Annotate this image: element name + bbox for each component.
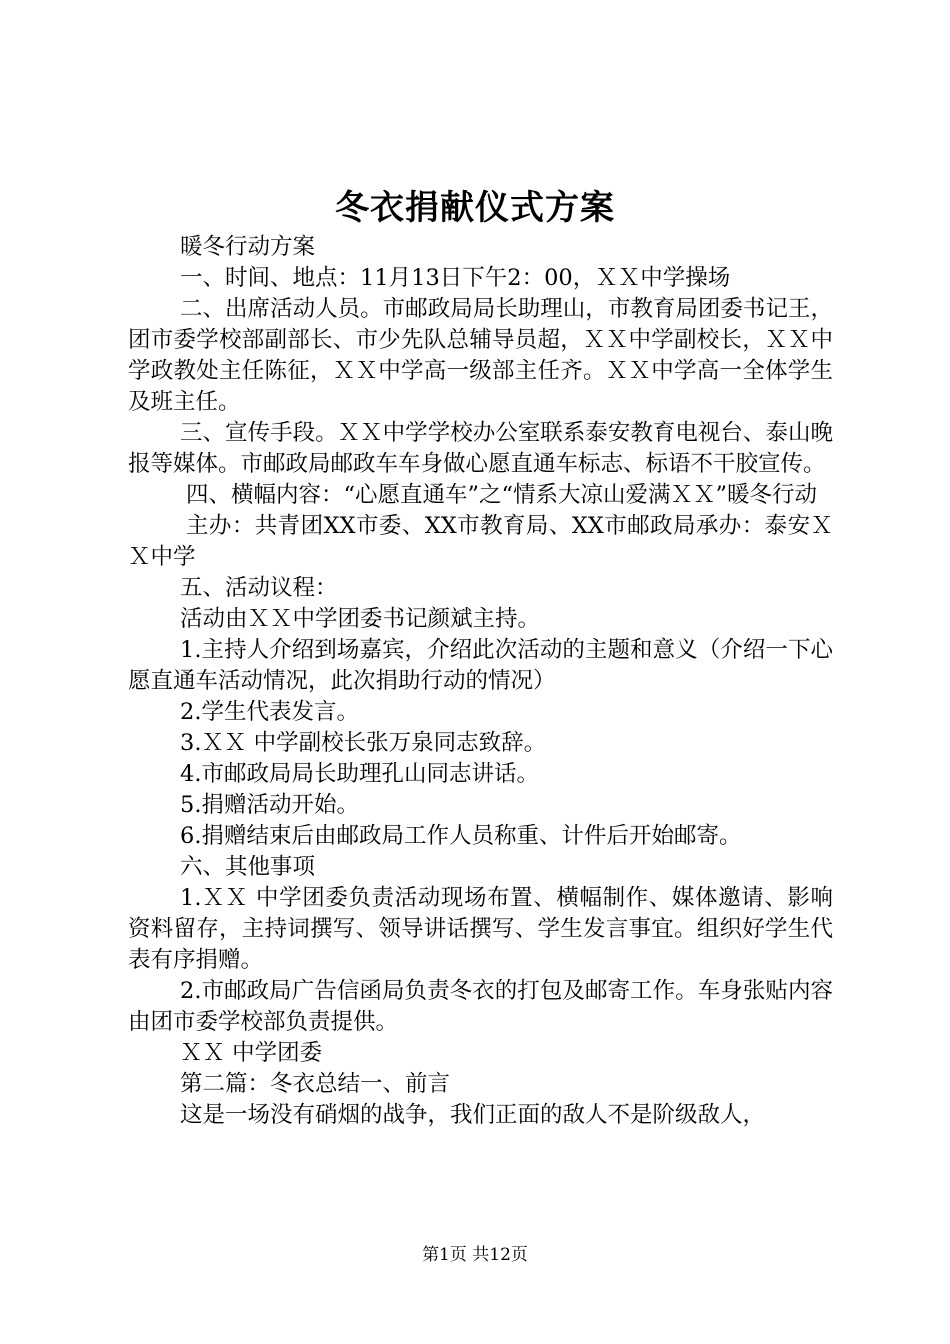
paragraph: 暖冬行动方案	[180, 234, 316, 260]
paragraph: 3.ＸＸ 中学副校长张万泉同志致辞。	[180, 730, 547, 756]
paragraph: 第二篇：冬衣总结一、前言	[180, 1071, 451, 1097]
paragraph: 二、出席活动人员。市邮政局局长助理山，市教育局团委书记王，团市委学校部副部长、市少先队总辅导员超，ＸＸ中学副校长，ＸＸ中学政教处主任陈征，ＸＸ中学高一级部主任齐。ＸＸ中学高一全体学生及班主任。	[128, 296, 833, 415]
paragraph: 1.主持人介绍到场嘉宾，介绍此次活动的主题和意义（介绍一下心愿直通车活动情况，此次捐助行动的情况）	[128, 637, 833, 694]
document-body	[128, 232, 833, 1131]
paragraph: 2.市邮政局广告信函局负责冬衣的打包及邮寄工作。车身张贴内容由团市委学校部负责提供。	[128, 978, 833, 1035]
page-footer: 第1页 共12页	[422, 1245, 528, 1265]
paragraph: 三、宣传手段。ＸＸ中学学校办公室联系泰安教育电视台、泰山晚报等媒体。市邮政局邮政车车身做心愿直通车标志、标语不干胶宣传。	[128, 420, 833, 477]
paragraph: 五、活动议程：	[180, 575, 338, 601]
paragraph: 6.捐赠结束后由邮政局工作人员称重、计件后开始邮寄。	[180, 823, 742, 849]
document-title: 冬衣捐献仪式方案	[335, 188, 615, 228]
paragraph: 主办：共青团XX市委、XX市教育局、XX市邮政局承办：泰安ＸＸ中学	[128, 513, 833, 570]
paragraph: 4.市邮政局局长助理孔山同志讲话。	[180, 761, 539, 787]
paragraph: 一、时间、地点：11月13日下午2：00，ＸＸ中学操场	[180, 265, 731, 291]
paragraph: 2.学生代表发言。	[180, 699, 359, 725]
paragraph: 这是一场没有硝烟的战争，我们正面的敌人不是阶级敌人，	[180, 1102, 766, 1128]
paragraph: 1.ＸＸ 中学团委负责活动现场布置、横幅制作、媒体邀请、影响资料留存，主持词撰写、领导讲话撰写、学生发言事宜。组织好学生代表有序捐赠。	[128, 885, 833, 973]
paragraph: ＸＸ 中学团委	[180, 1040, 323, 1066]
paragraph: 四、横幅内容：“心愿直通车”之“情系大凉山爱满ＸＸ”暖冬行动	[186, 482, 818, 508]
paragraph: 活动由ＸＸ中学团委书记颜斌主持。	[180, 606, 541, 632]
paragraph: 5.捐赠活动开始。	[180, 792, 359, 818]
paragraph: 六、其他事项	[180, 854, 316, 880]
